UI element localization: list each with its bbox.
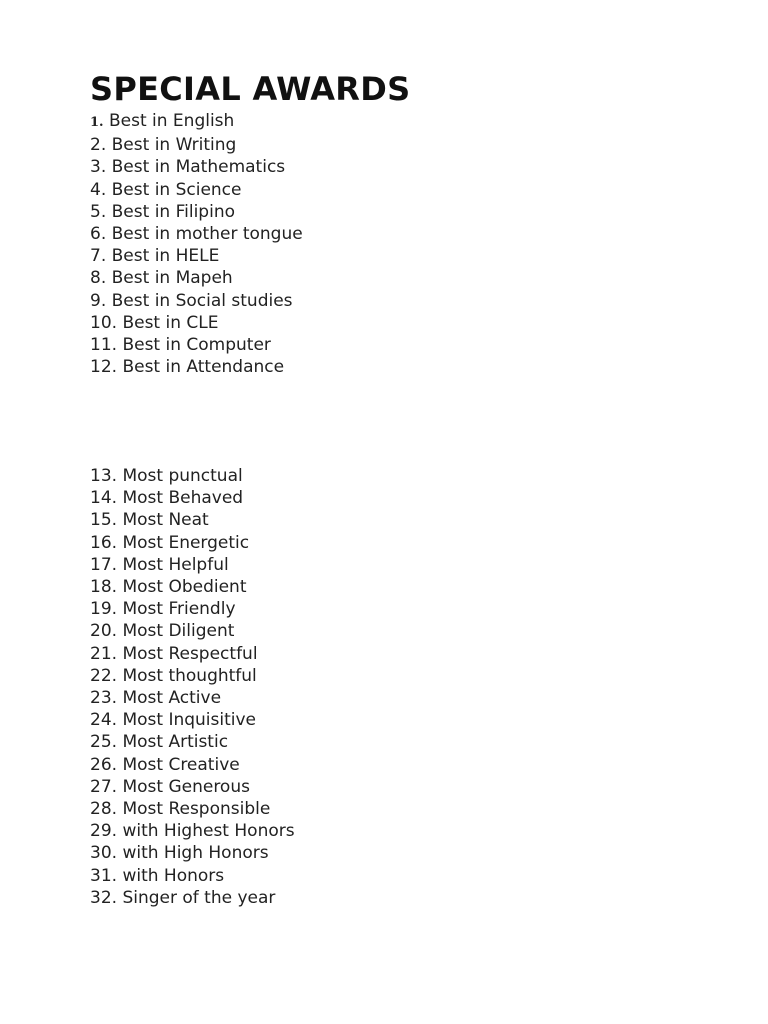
item-number: 18. xyxy=(90,577,118,598)
item-label: Best in Computer xyxy=(122,335,271,356)
item-number: 20. xyxy=(90,621,118,642)
best-awards-list xyxy=(90,110,303,378)
list-item xyxy=(90,134,303,156)
list-item xyxy=(90,643,295,665)
list-item xyxy=(90,334,303,356)
item-number: 4. xyxy=(90,179,107,200)
item-number: 15. xyxy=(90,510,118,531)
page-title: SPECIAL AWARDS xyxy=(90,70,411,108)
item-number: 28. xyxy=(90,799,118,820)
item-number: 25. xyxy=(90,732,118,753)
item-label: Most Artistic xyxy=(122,732,229,753)
item-label: Best in Mathematics xyxy=(111,157,286,178)
item-number: 23. xyxy=(90,688,118,709)
item-number: 31. xyxy=(90,865,118,886)
list-item xyxy=(90,509,295,531)
item-number: 9. xyxy=(90,290,107,311)
item-number: 24. xyxy=(90,710,118,731)
item-label: Best in English xyxy=(108,111,235,131)
item-number: 8. xyxy=(90,268,107,289)
list-item xyxy=(90,245,303,267)
list-item xyxy=(90,554,295,576)
list-item xyxy=(90,465,295,487)
list-item xyxy=(90,887,295,909)
list-item xyxy=(90,665,295,687)
list-item xyxy=(90,576,295,598)
item-number: 3. xyxy=(90,157,107,178)
item-label: Most Helpful xyxy=(122,554,229,575)
item-label: Best in mother tongue xyxy=(111,224,303,245)
item-label: with High Honors xyxy=(122,843,269,864)
item-label: Best in Social studies xyxy=(111,290,293,311)
item-number: 5. xyxy=(90,201,107,222)
list-item xyxy=(90,356,303,378)
item-number: 26. xyxy=(90,754,118,775)
list-item xyxy=(90,820,295,842)
list-item xyxy=(90,731,295,753)
list-item xyxy=(90,598,295,620)
list-item xyxy=(90,620,295,642)
item-label: Most Diligent xyxy=(122,621,235,642)
item-number: 21. xyxy=(90,643,118,664)
list-item xyxy=(90,842,295,864)
item-label: Best in Filipino xyxy=(111,201,235,222)
list-item xyxy=(90,267,303,289)
item-label: Most thoughtful xyxy=(122,665,257,686)
list-item xyxy=(90,223,303,245)
item-number: 16. xyxy=(90,532,118,553)
most-awards-list xyxy=(90,465,295,909)
item-label: Best in Attendance xyxy=(122,357,285,378)
list-item xyxy=(90,312,303,334)
item-number: 13. xyxy=(90,466,118,486)
item-number: 1. xyxy=(90,115,104,130)
item-number: 14. xyxy=(90,488,118,509)
item-number: 27. xyxy=(90,776,118,797)
item-label: Most Creative xyxy=(122,754,240,775)
list-item xyxy=(90,798,295,820)
item-number: 10. xyxy=(90,312,118,333)
item-label: Best in Mapeh xyxy=(111,268,233,289)
list-item xyxy=(90,754,295,776)
item-label: Most Neat xyxy=(122,510,209,531)
list-item xyxy=(90,156,303,178)
item-number: 17. xyxy=(90,554,118,575)
list-item xyxy=(90,201,303,223)
item-label: Best in CLE xyxy=(122,312,219,333)
item-label: Most Active xyxy=(122,688,222,709)
item-label: with Honors xyxy=(122,865,225,886)
item-label: Most Friendly xyxy=(122,599,236,620)
list-item xyxy=(90,487,295,509)
item-label: Most Inquisitive xyxy=(122,710,257,731)
item-number: 22. xyxy=(90,665,118,686)
item-number: 32. xyxy=(90,887,118,908)
item-label: with Highest Honors xyxy=(122,821,295,842)
item-number: 2. xyxy=(90,135,107,156)
item-label: Best in HELE xyxy=(111,246,220,267)
list-item xyxy=(90,179,303,201)
item-number: 6. xyxy=(90,224,107,245)
list-item xyxy=(90,532,295,554)
item-label: Singer of the year xyxy=(122,887,276,908)
list-item xyxy=(90,110,303,134)
item-label: Most Responsible xyxy=(122,799,271,820)
item-label: Most Behaved xyxy=(122,488,244,509)
item-label: Most Respectful xyxy=(122,643,258,664)
item-number: 7. xyxy=(90,246,107,267)
list-item xyxy=(90,687,295,709)
item-label: Best in Science xyxy=(111,179,242,200)
item-label: Most Energetic xyxy=(122,532,250,553)
item-label: Best in Writing xyxy=(111,135,237,156)
item-number: 12. xyxy=(90,357,118,378)
item-label: Most punctual xyxy=(122,466,243,486)
item-label: Most Generous xyxy=(122,776,250,797)
item-number: 19. xyxy=(90,599,118,620)
item-label: Most Obedient xyxy=(122,577,247,598)
item-number: 29. xyxy=(90,821,118,842)
list-item xyxy=(90,290,303,312)
item-number: 30. xyxy=(90,843,118,864)
list-item xyxy=(90,865,295,887)
item-number: 11. xyxy=(90,335,118,356)
list-item xyxy=(90,709,295,731)
list-item xyxy=(90,776,295,798)
